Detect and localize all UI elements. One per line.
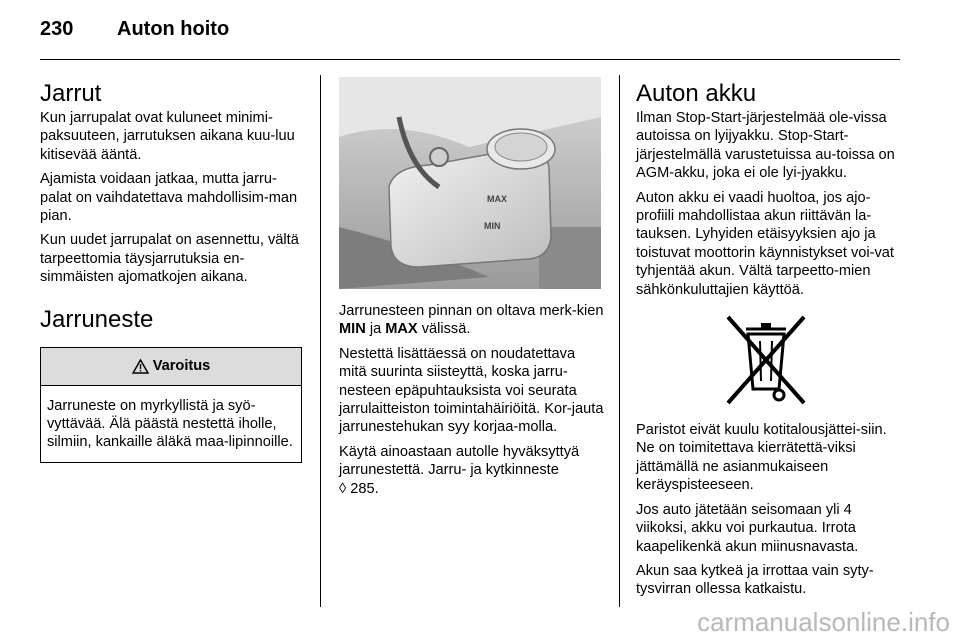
fluid-level-text-b: ja	[365, 321, 386, 338]
column-divider-1	[320, 75, 321, 607]
max-label: MAX	[385, 321, 418, 338]
heading-brake-fluid: Jarruneste	[40, 305, 154, 333]
battery-paragraph-1: Ilman Stop-Start-järjestelmää ole-vissa autoissa on lyijyakku. Stop-Start-järjestelmällä varustetuissa au-toissa on AGM-akku, joka ei ole lyi-jyakku.	[636, 110, 895, 182]
page-reference-icon: ◊	[339, 480, 351, 497]
min-label: MIN	[339, 321, 366, 338]
battery-paragraph-5: Akun saa kytkeä ja irrottaa vain syty-tysvirran ollessa katkaistu.	[636, 562, 874, 598]
column-battery	[636, 77, 906, 605]
fluid-refill-paragraph: Nestettä lisättäessä on noudatettava mitä suurinta siisteyttä, koska jarru-nesteen epäpuhtauksista voi seurata jarrulaitteiston toimintahäiriöitä. Kor-jauta jarrunestehukan syy korjaa-molla.	[339, 345, 604, 436]
warning-triangle-icon	[132, 359, 149, 374]
fluid-level-paragraph	[339, 302, 605, 339]
warning-box	[40, 347, 302, 463]
header-rule	[40, 59, 900, 60]
min-mark-label: MIN	[484, 221, 501, 231]
column-divider-2	[619, 75, 620, 607]
warning-title: Varoitus	[152, 357, 211, 374]
page-reference[interactable]: 285.	[350, 480, 379, 497]
fluid-level-text-a: Jarrunesteen pinnan on oltava merk-kien	[339, 303, 604, 319]
fluid-approved-paragraph	[339, 443, 605, 498]
page-number: 230	[40, 18, 74, 40]
fluid-level-text-c: välissä.	[417, 321, 471, 338]
max-mark-label: MAX	[487, 194, 507, 204]
watermark: carmanualsonline.info	[697, 607, 950, 637]
brakes-paragraph-3: Kun uudet jarrupalat on asennettu, vältä tarpeettomia täysjarrutuksia en-simmäisten ajomatkojen aikana.	[40, 232, 299, 286]
column-brake-fluid	[339, 302, 605, 504]
header-title: Auton hoito	[117, 18, 230, 40]
brakes-paragraph-1: Kun jarrupalat ovat kuluneet minimi-paksuuteen, jarrutuksen aikana kuu-luu kitisevää ääntä.	[40, 110, 295, 163]
heading-brakes: Jarrut	[40, 80, 102, 107]
column-brakes	[40, 77, 306, 463]
battery-paragraph-2: Auton akku ei vaadi huoltoa, jos ajo-profiili mahdollistaa akun riittävän la-tauksen. Lyhyiden etäisyyksien ajo ja toistuvat moottorin käynnistykset voi-vat tyhjentää akun. Vältä tarpeetto-mien sähkönkuluttajien käyttöä.	[636, 189, 894, 298]
brake-fluid-reservoir-photo	[339, 77, 601, 289]
crossed-bin-icon	[716, 309, 816, 409]
battery-paragraph-3: Paristot eivät kuulu kotitalousjättei-siin. Ne on toimitettava kierrätettä-viksi jättämällä ne asianmukaiseen keräyspisteeseen.	[636, 422, 887, 494]
brakes-paragraph-2: Ajamista voidaan jatkaa, mutta jarru-palat on vaihdatettava mahdollisim-man pian.	[40, 171, 298, 225]
warning-text: Jarruneste on myrkyllistä ja syö-vyttävää. Älä päästä nestettä iholle, silmiin, kankaille äläkä maa-lipinnoille.	[47, 397, 293, 451]
heading-battery: Auton akku	[636, 80, 757, 107]
battery-paragraph-4: Jos auto jätetään seisomaan yli 4 viikoksi, akku voi purkautua. Irrota kaapelikenkä akun miinusnavasta.	[636, 501, 859, 555]
fluid-approved-text: Käytä ainoastaan autolle hyväksyttyä jarrunestettä. Jarru- ja kytkinneste	[339, 443, 580, 479]
warning-header	[41, 348, 301, 386]
